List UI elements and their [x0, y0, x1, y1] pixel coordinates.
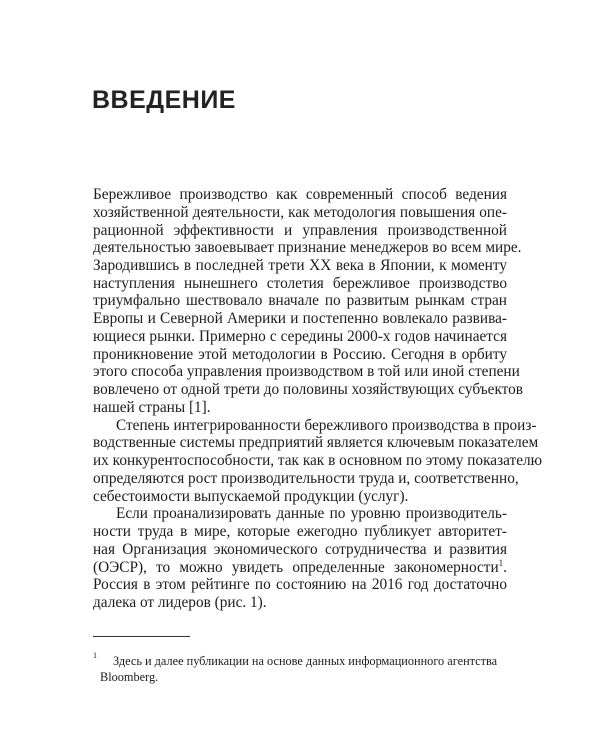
body-line: нашей страны [1].	[93, 398, 211, 416]
body-line: вовлечено от одной трети до половины хозяйствующих субъектов	[93, 381, 524, 399]
body-line: водственные системы предприятий является ключевым показателем	[93, 434, 539, 452]
page-title: ВВЕДЕНИЕ	[92, 86, 236, 114]
body-line: Бережливое производство как современный способ ведения	[93, 186, 507, 203]
footnote-line: Здесь и далее публикации на основе данных информационного агентства	[113, 654, 498, 668]
body-line: Европы и Северной Америки и постепенно вовлекало развива-	[93, 310, 507, 328]
body-line: Если проанализировать данные по уровню производитель-	[116, 505, 507, 523]
body-line: Зародившись в последней трети XX века в Японии, к моменту	[93, 257, 507, 274]
footnote-mark: 1	[93, 651, 97, 660]
body-line: их конкурентоспособности, так как в основном по этому показателю	[93, 452, 543, 470]
body-line: Степень интегрированности бережливого производства в произ-	[116, 416, 537, 434]
body-line: наступления нынешнего столетия бережливое производство	[93, 274, 507, 292]
body-line: (ОЭСР), то можно увидеть определенные закономерности$^1$.	[93, 557, 507, 576]
body-line: триумфально шествовало вначале по развитым рынкам стран	[93, 292, 507, 310]
body-line: далека от лидеров (рис. 1).	[93, 594, 267, 611]
body-line: ная Организация экономического сотрудничества и развития	[93, 540, 507, 558]
footnote-separator	[93, 636, 190, 637]
body-line: ности труда в мире, которые ежегодно публикует авторитет-	[93, 523, 507, 540]
footnote-reference[interactable]: 1	[498, 557, 504, 568]
footnote-line: Bloomberg.	[100, 670, 159, 684]
body-line: рационной эффективности и управления производственной	[93, 221, 507, 239]
body-line: деятельностью завоевывает признание менеджеров во всем мире.	[93, 239, 522, 257]
body-line: хозяйственной деятельности, как методология повышения опе-	[93, 203, 507, 221]
body-line: Россия в этом рейтинге по состоянию на 2016 год достаточно	[93, 576, 507, 594]
body-line: ющиеся рынки. Примерно с середины 2000-х годов начинается	[93, 327, 507, 345]
body-line: этого способа управления производством в той или иной степени	[93, 363, 520, 381]
body-line-text: (ОЭСР), то можно увидеть определенные закономерности	[93, 558, 499, 576]
body-line: определяются рост производительности труда и, соответственно,	[93, 469, 519, 487]
body-line: проникновение этой методологии в Россию. Сегодня в орбиту	[93, 345, 507, 363]
body-line: себестоимости выпускаемой продукции (услуг).	[93, 487, 409, 505]
